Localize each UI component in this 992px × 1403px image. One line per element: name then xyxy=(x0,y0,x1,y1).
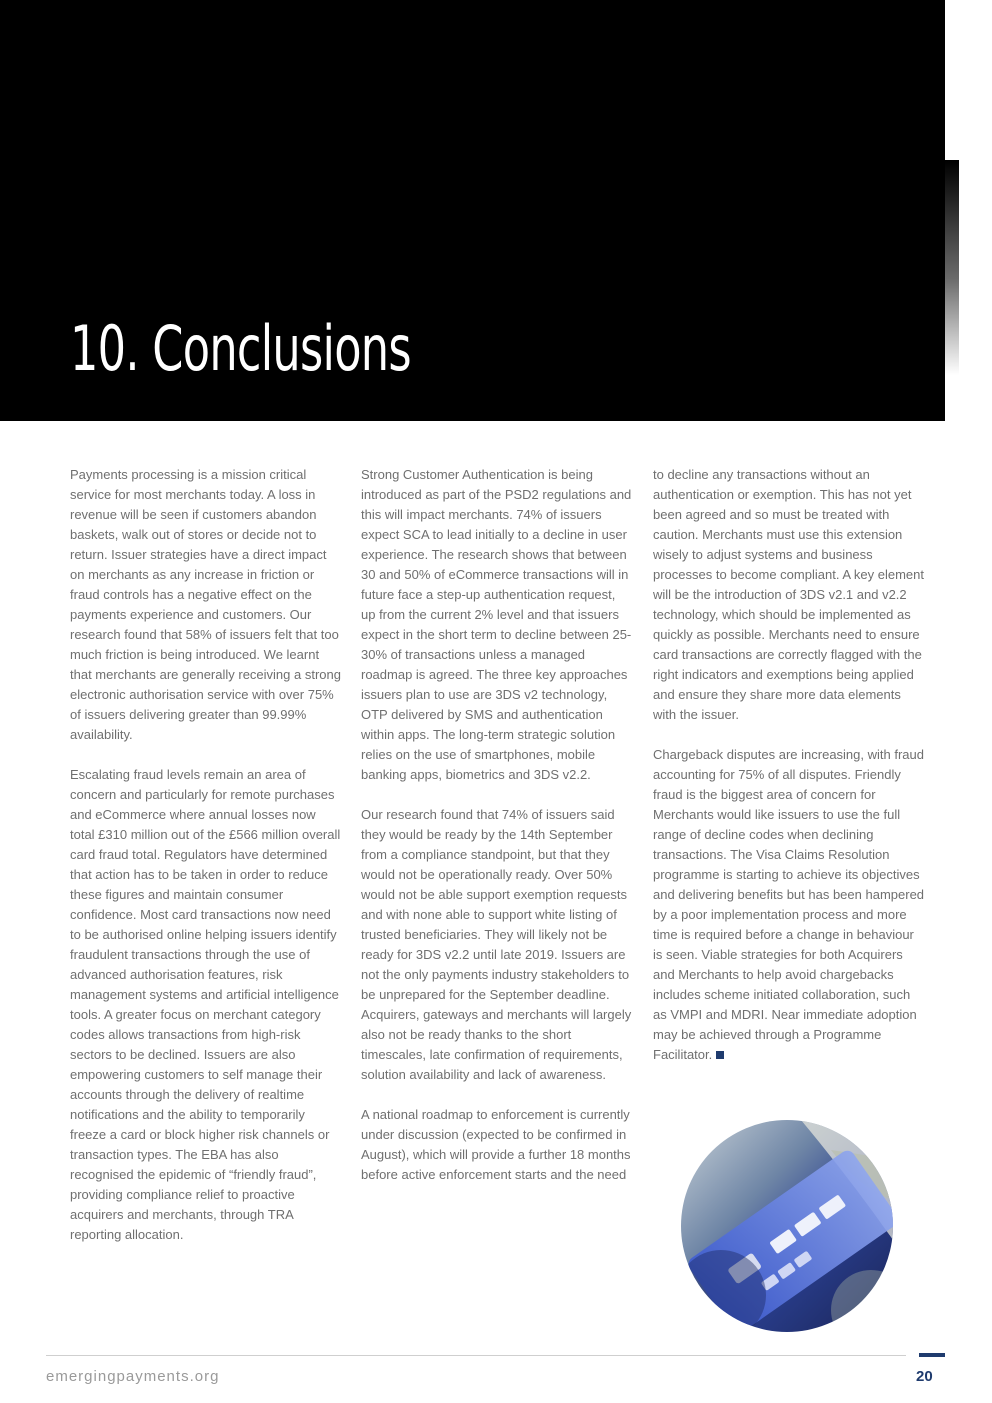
paragraph: to decline any transactions without an authentication or exemption. This has not yet been agreed and so must be treated with caution. Merchants must use this extension wisely to adjust systems and business processes to become compliant. A key element will be the introduction of 3DS v2.1 and v2.2 technology, which should be implemented as quickly as possible. Merchants need to ensure card transactions are correctly flagged with the right indicators and exemptions being applied and ensure they share more data elements with the issuer. xyxy=(653,467,924,722)
credit-card-illustration xyxy=(681,1120,893,1332)
paragraph: Payments processing is a mission critical service for most merchants today. A loss in revenue will be seen if customers abandon baskets, walk out of stores or decide not to return. Issuer strategies have a direct impact on merchants as any increase in friction or fraud controls has a negative effect on the payments experience and customers. Our research found that 58% of issuers felt that too much friction is being introduced. We learnt that merchants are generally receiving a strong electronic authorisation service with over 75% of issuers delivering greater than 99.99% availability. xyxy=(70,467,341,742)
end-of-article-icon xyxy=(716,1051,724,1059)
text-column-3 xyxy=(653,465,925,1085)
page-title: 10. Conclusions xyxy=(70,312,411,385)
footer-accent-bar xyxy=(919,1353,945,1357)
header-banner xyxy=(0,0,945,421)
paragraph-final xyxy=(653,745,925,1065)
paragraph-final-text: Chargeback disputes are increasing, with fraud accounting for 75% of all disputes. Friendly fraud is the biggest area of concern for Merchants would like issuers to use the full range of decline codes when declining transactions. The Visa Claims Resolution programme is starting to achieve its objectives and delivering benefits but has been hampered by a poor implementation process and more time is required before a change in behaviour is seen. Viable strategies for both Acquirers and Merchants to help avoid chargebacks includes scheme initiated collaboration, such as VMPI and MDRI. Near immediate adoption may be achieved through a Programme Facilitator. xyxy=(653,747,925,1062)
paragraph: Escalating fraud levels remain an area of concern and particularly for remote purchases and eCommerce where annual losses now total £310 million out of the £566 million overall card fraud total. Regulators have determined that action has to be taken in order to reduce these figures and maintain consumer confidence. Most card transactions now need to be authorised online helping issuers identify fraudulent transactions through the use of advanced authorisation features, risk management systems and artificial intelligence tools. A greater focus on merchant category codes allows transactions from high-risk sectors to be declined. Issuers are also empowering customers to self manage their accounts through the delivery of realtime notifications and the ability to temporarily freeze a card or block higher risk channels or transaction types. The EBA has also recognised the epidemic of “friendly fraud”, providing compliance relief to proactive acquirers and merchants, through TRA reporting allocation. xyxy=(70,767,341,1242)
footer-divider xyxy=(46,1355,906,1356)
footer-website: emergingpayments.org xyxy=(46,1368,220,1385)
paragraph: A national roadmap to enforcement is currently under discussion (expected to be confirmed in August), which will provide a further 18 months before active enforcement starts and the need xyxy=(361,1107,631,1182)
page-number: 20 xyxy=(916,1368,933,1385)
paragraph: Strong Customer Authentication is being introduced as part of the PSD2 regulations and this will impact merchants. 74% of issuers expect SCA to lead initially to a decline in user experience. The research shows that between 30 and 50% of eCommerce transactions will in future face a step-up authentication request, up from the current 2% level and that issuers expect in the short term to decline between 25-30% of transactions unless a managed roadmap is agreed. The three key approaches issuers plan to use are 3DS v2 technology, OTP delivered by SMS and authentication within apps. The long-term strategic solution relies on the use of smartphones, mobile banking apps, biometrics and 3DS v2.2. xyxy=(361,467,632,782)
text-column-2 xyxy=(361,465,633,1205)
banner-edge-fade xyxy=(945,160,959,375)
paragraph: Our research found that 74% of issuers said they would be ready by the 14th September from a compliance standpoint, but that they would not be operationally ready. Over 50% would not be able support exemption requests and with none able to support white listing of trusted beneficiaries. They will likely not be ready for 3DS v2.2 until late 2019. Issuers are not the only payments industry stakeholders to be unprepared for the September deadline. Acquirers, gateways and merchants will largely also not be ready thanks to the short timescales, late confirmation of requirements, solution availability and lack of awareness. xyxy=(361,807,632,1082)
text-column-1 xyxy=(70,465,342,1265)
credit-card-photo xyxy=(681,1120,893,1332)
